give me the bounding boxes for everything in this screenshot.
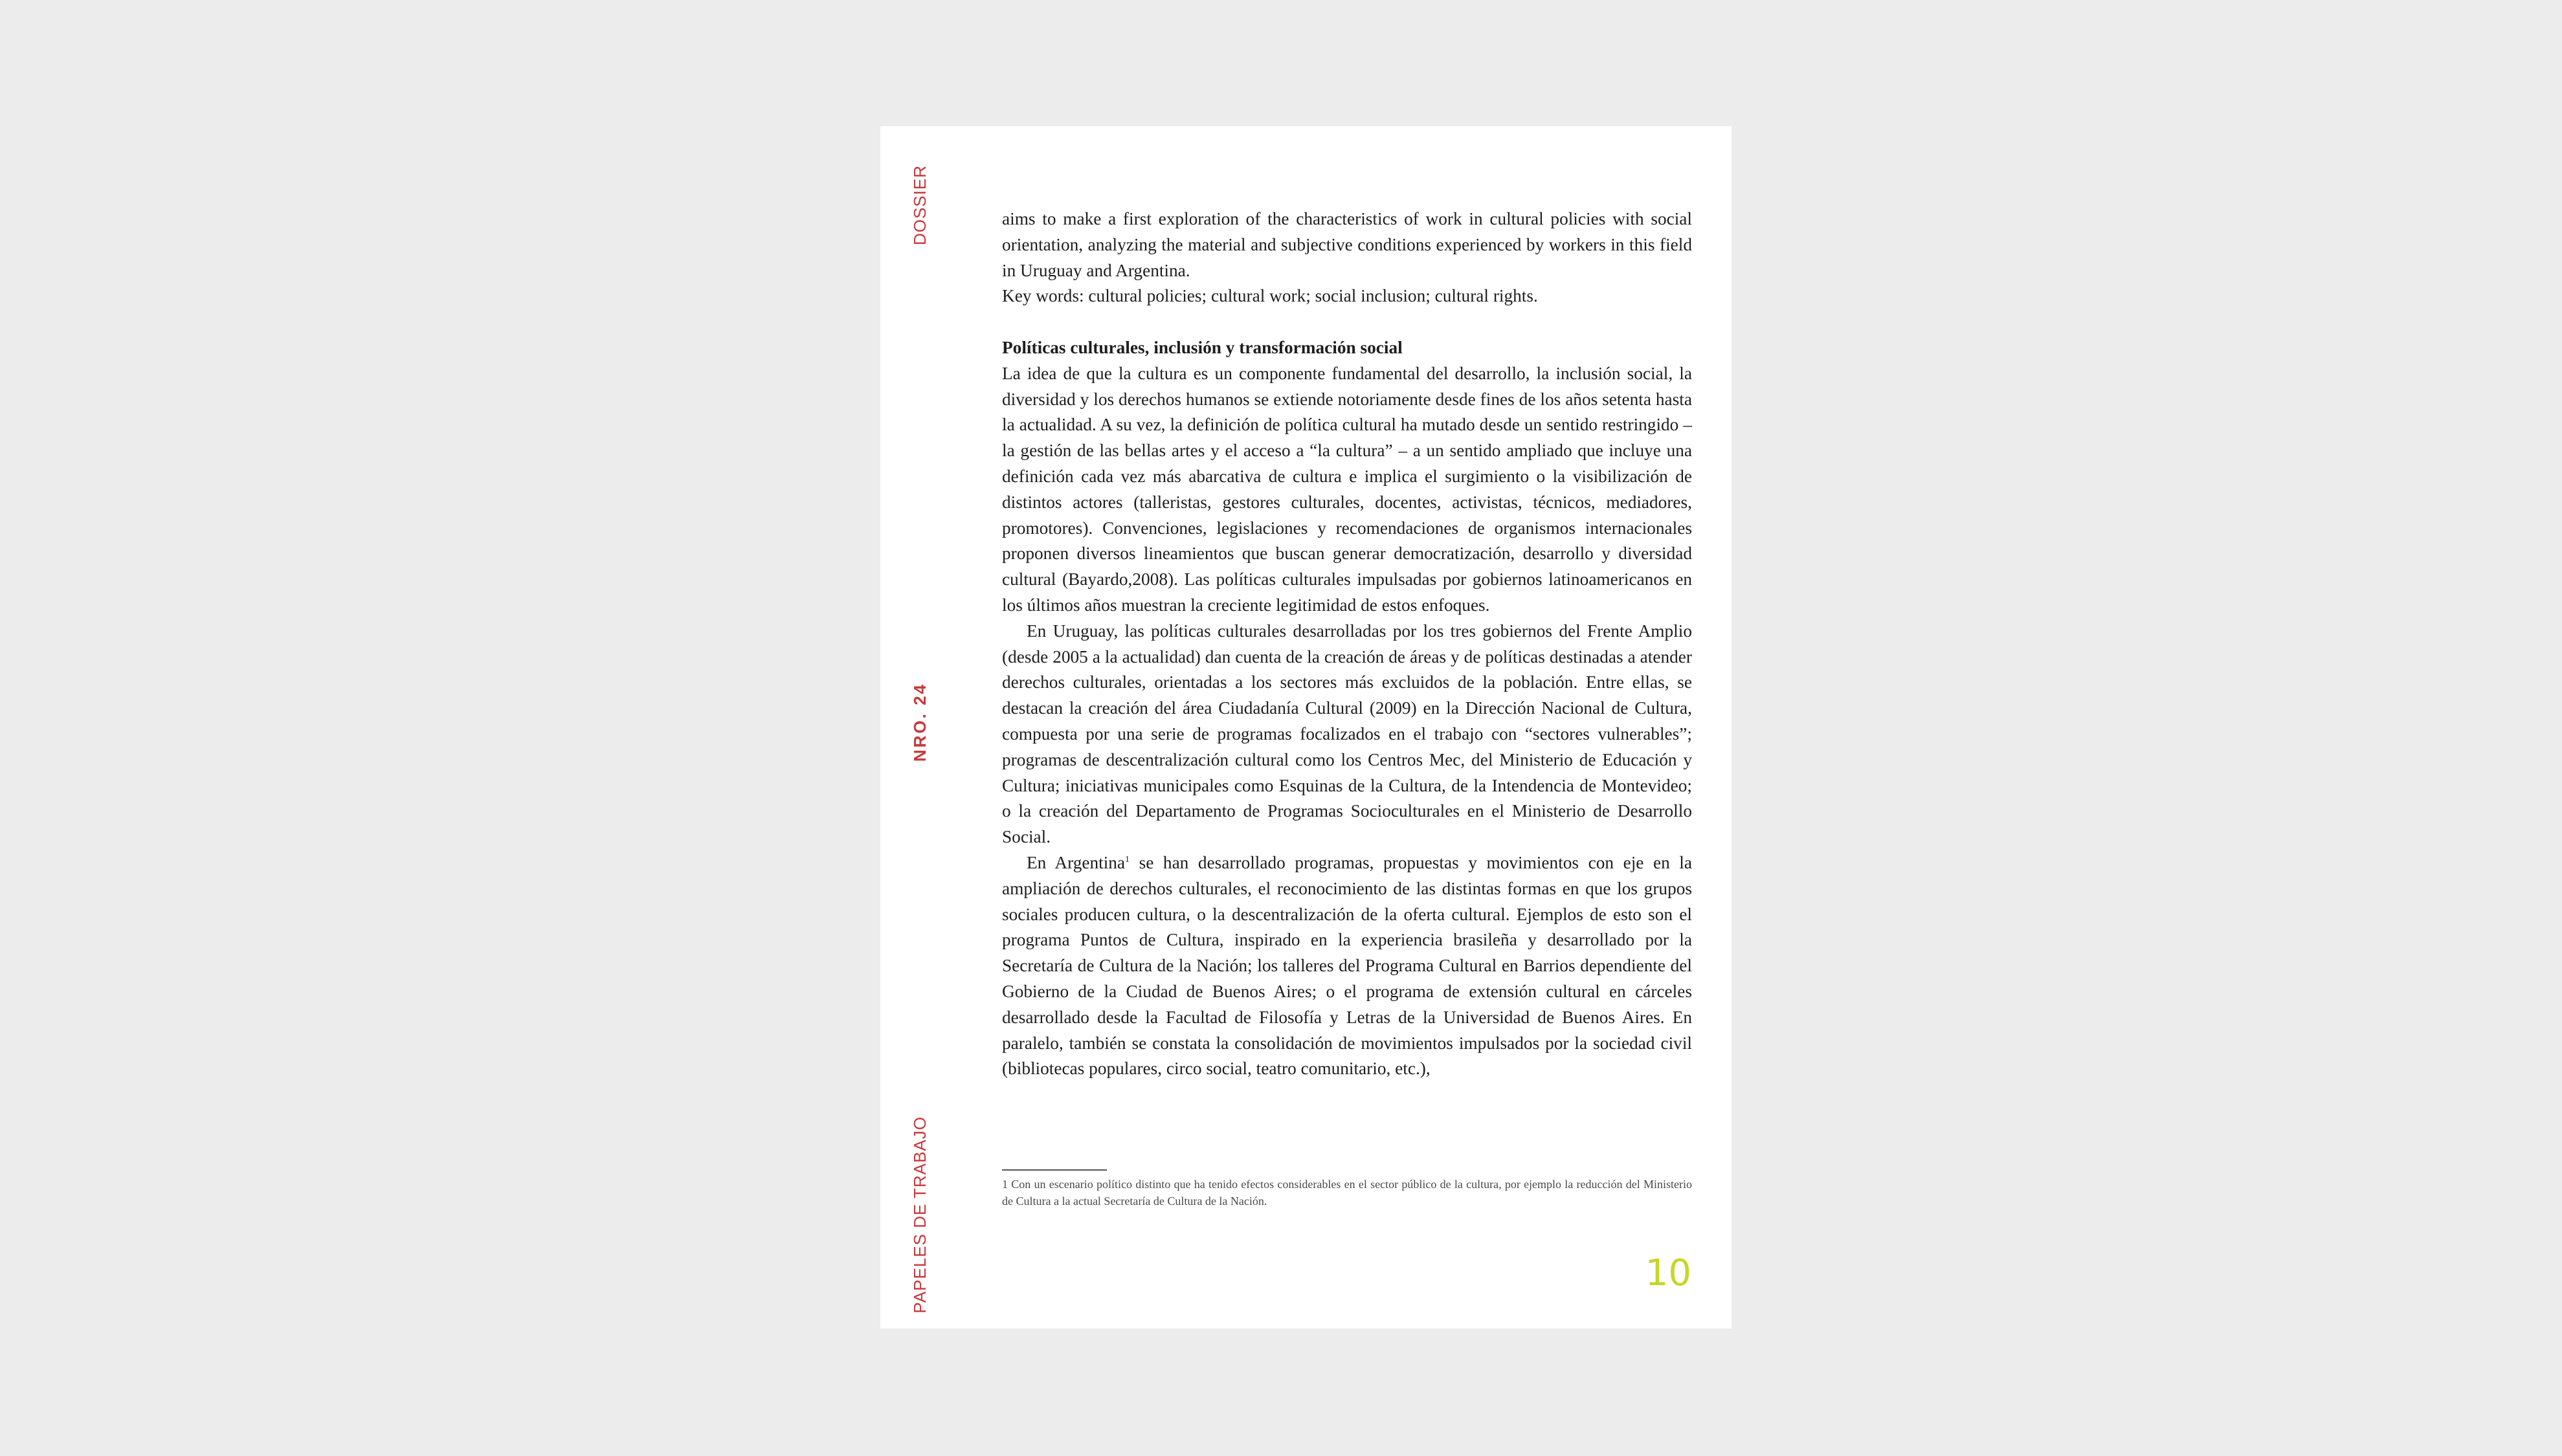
paragraph-3 — [1002, 850, 1692, 1082]
footnote-divider — [1002, 1169, 1107, 1171]
page-number: 10 — [1645, 1252, 1691, 1294]
section-label-dossier: DOSSIER — [910, 165, 930, 246]
document-page — [880, 126, 1732, 1329]
paragraph-2: En Uruguay, las políticas culturales desarrolladas por los tres gobiernos del Frente Amplio (desde 2005 a la actualidad) dan cuenta de la creación de áreas y de políticas destinadas a atender derechos culturales, orientadas a los sectores más excluidos de la población. Entre ellas, se destacan la creación del área Ciudadanía Cultural (2009) en la Dirección Nacional de Cultura, compuesta por una serie de programas focalizados en el trabajo con “sectores vulnerables”; programas de descentralización cultural como los Centros Mec, del Ministerio de Educación y Cultura; iniciativas municipales como Esquinas de la Cultura, de la Intendencia de Montevideo; o la creación del Departamento de Programas Socioculturales en el Ministerio de Desarrollo Social. — [1002, 621, 1692, 847]
footnote-text: 1 Con un escenario político distinto que ha tenido efectos considerables en el sector público de la cultura, por ejemplo la reducción del Ministerio de Cultura a la actual Secretaría de Cultura de la Nación. — [1002, 1178, 1692, 1208]
issue-number-label: NRO. 24 — [910, 683, 930, 762]
keywords-line: Key words: cultural policies; cultural work; social inclusion; cultural rights. — [1002, 286, 1538, 306]
paragraph-1: La idea de que la cultura es un componente fundamental del desarrollo, la inclusión social, la diversidad y los derechos humanos se extiende notoriamente desde fines de los años setenta hasta la actualidad. A su vez, la definición de política cultural ha mutado desde un sentido restringido –la gestión de las bellas artes y el acceso a “la cultura” – a un sentido ampliado que incluye una definición cada vez más abarcativa de cultura e implica el surgimiento o la visibilización de distintos actores (talleristas, gestores culturales, docentes, activistas, técnicos, mediadores, promotores). Convenciones, legislaciones y recomendaciones de organismos internacionales proponen diversos lineamientos que buscan generar democratización, desarrollo y diversidad cultural (Bayardo,2008). Las políticas culturales impulsadas por gobiernos latinoamericanos en los últimos años muestran la creciente legitimidad de estos enfoques. — [1002, 363, 1692, 615]
paragraph-3-start: En Argentina — [1027, 852, 1126, 872]
section-heading: Políticas culturales, inclusión y transformación social — [1002, 337, 1403, 357]
paragraph-3-rest: se han desarrollado programas, propuestas y movimientos con eje en la ampliación de derechos culturales, el reconocimiento de las distintas formas en que los grupos sociales producen cultura, o la descentralización de la oferta cultural. Ejemplos de esto son el programa Puntos de Cultura, inspirado en la experiencia brasileña y desarrollado por la Secretaría de Cultura de la Nación; los talleres del Programa Cultural en Barrios dependiente del Gobierno de la Ciudad de Buenos Aires; o el programa de extensión cultural en cárceles desarrollado desde la Facultad de Filosofía y Letras de la Universidad de Buenos Aires. En paralelo, también se constata la consolidación de movimientos impulsados por la sociedad civil (bibliotecas populares, circo social, teatro comunitario, etc.), — [1002, 852, 1692, 1079]
journal-title-label: PAPELES DE TRABAJO — [910, 1116, 930, 1314]
footnote-reference: 1 — [1125, 854, 1130, 865]
body-text — [1002, 206, 1692, 1082]
abstract-paragraph: aims to make a first exploration of the characteristics of work in cultural policies with social orientation, analyzing the material and subjective conditions experienced by workers in this field in Uruguay and Argentina. — [1002, 209, 1692, 280]
